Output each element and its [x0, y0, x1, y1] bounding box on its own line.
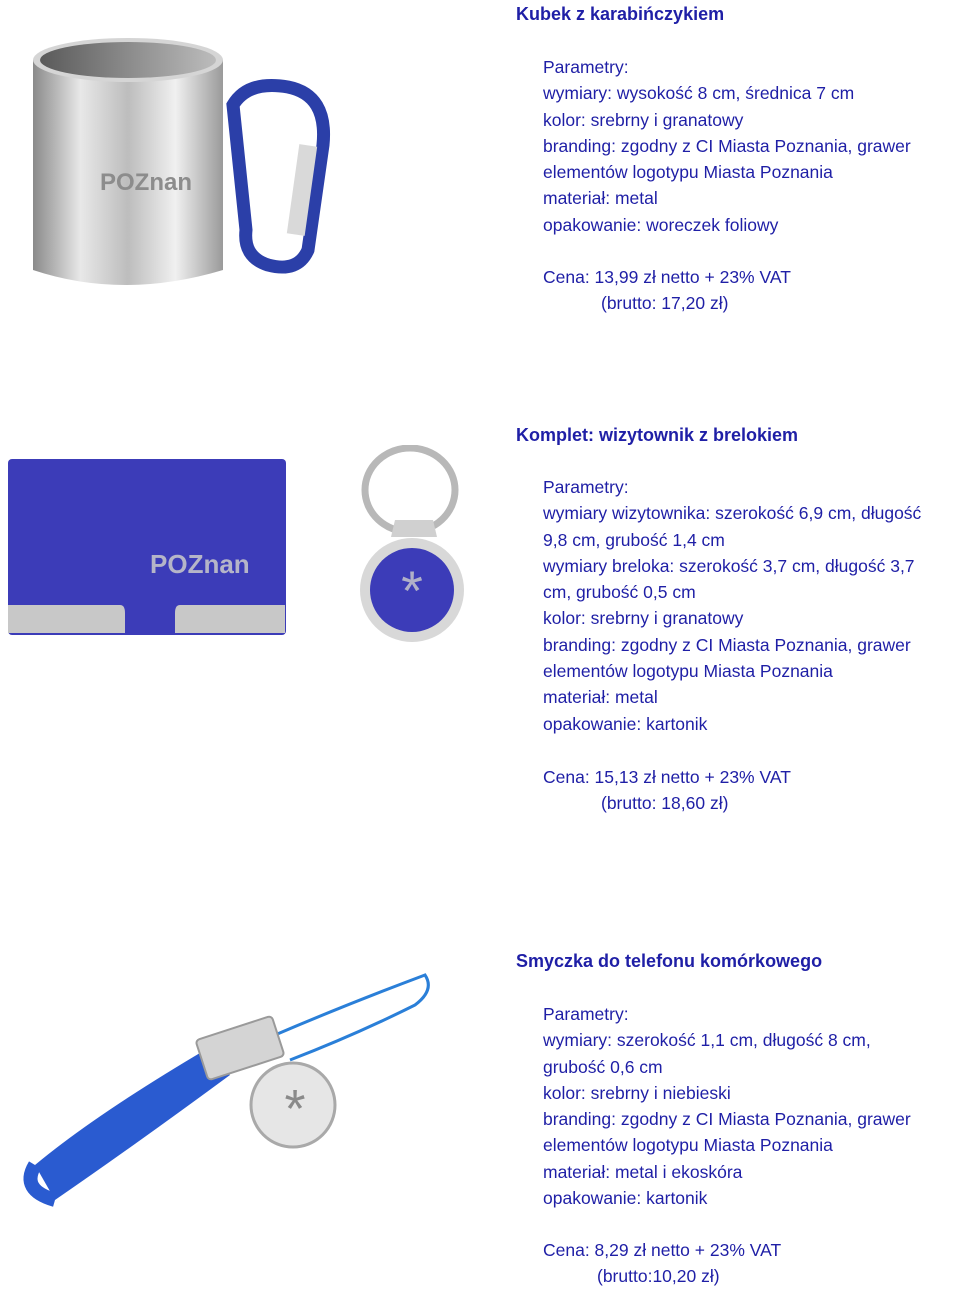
mug-logo: POZnan [100, 169, 193, 196]
price-net: Cena: 8,29 zł netto + 23% VAT [543, 1240, 782, 1260]
param-line: branding: zgodny z CI Miasta Poznania, grawer [543, 634, 911, 655]
card-logo: POZnan [150, 549, 250, 579]
param-line: grubość 0,6 cm [543, 1056, 663, 1077]
price-gross: (brutto: 17,20 zł) [601, 293, 729, 314]
product-title: Kubek z karabińczykiem [516, 4, 725, 24]
params-label: Parametry: [543, 477, 629, 497]
param-line: branding: zgodny z CI Miasta Poznania, grawer [543, 135, 911, 156]
phone-strap-image [15, 965, 445, 1215]
asterisk-icon: * [284, 1079, 306, 1139]
product-params [543, 1001, 958, 1211]
param-line: opakowanie: kartonik [543, 1188, 708, 1209]
product-title: Smyczka do telefonu komórkowego [516, 951, 823, 971]
price-gross: (brutto:10,20 zł) [597, 1266, 720, 1287]
params-label: Parametry: [543, 57, 629, 77]
mug-image [18, 25, 348, 295]
param-line: kolor: srebrny i niebieski [543, 1082, 731, 1103]
param-line: wymiary: wysokość 8 cm, średnica 7 cm [543, 83, 855, 104]
param-line: 9,8 cm, grubość 1,4 cm [543, 529, 725, 550]
param-line: kolor: srebrny i granatowy [543, 109, 744, 130]
price-gross: (brutto: 18,60 zł) [601, 793, 729, 814]
param-line: branding: zgodny z CI Miasta Poznania, grawer [543, 1109, 911, 1130]
param-line: materiał: metal [543, 188, 658, 209]
param-line: kolor: srebrny i granatowy [543, 608, 744, 629]
product-price [543, 264, 791, 317]
param-line: materiał: metal [543, 687, 658, 708]
param-line: wymiary: szerokość 1,1 cm, długość 8 cm, [543, 1030, 871, 1051]
param-line: elementów logotypu Miasta Poznania [543, 661, 833, 682]
param-line: materiał: metal i ekoskóra [543, 1161, 743, 1182]
param-line: cm, grubość 0,5 cm [543, 582, 696, 603]
product-price [543, 764, 791, 817]
card-holder-image [5, 455, 290, 640]
keyring-image [355, 445, 475, 645]
price-net: Cena: 13,99 zł netto + 23% VAT [543, 267, 791, 287]
price-net: Cena: 15,13 zł netto + 23% VAT [543, 767, 791, 787]
product-params [543, 474, 958, 737]
product-price [543, 1237, 781, 1290]
param-line: opakowanie: woreczek foliowy [543, 214, 779, 235]
param-line: wymiary wizytownika: szerokość 6,9 cm, długość [543, 503, 922, 524]
product-params [543, 54, 958, 238]
param-line: elementów logotypu Miasta Poznania [543, 1135, 833, 1156]
params-label: Parametry: [543, 1004, 629, 1024]
asterisk-icon: * [401, 559, 423, 622]
param-line: wymiary breloka: szerokość 3,7 cm, długość 3,7 [543, 555, 915, 576]
product-title: Komplet: wizytownik z brelokiem [516, 425, 799, 445]
param-line: elementów logotypu Miasta Poznania [543, 162, 833, 183]
param-line: opakowanie: kartonik [543, 713, 708, 734]
